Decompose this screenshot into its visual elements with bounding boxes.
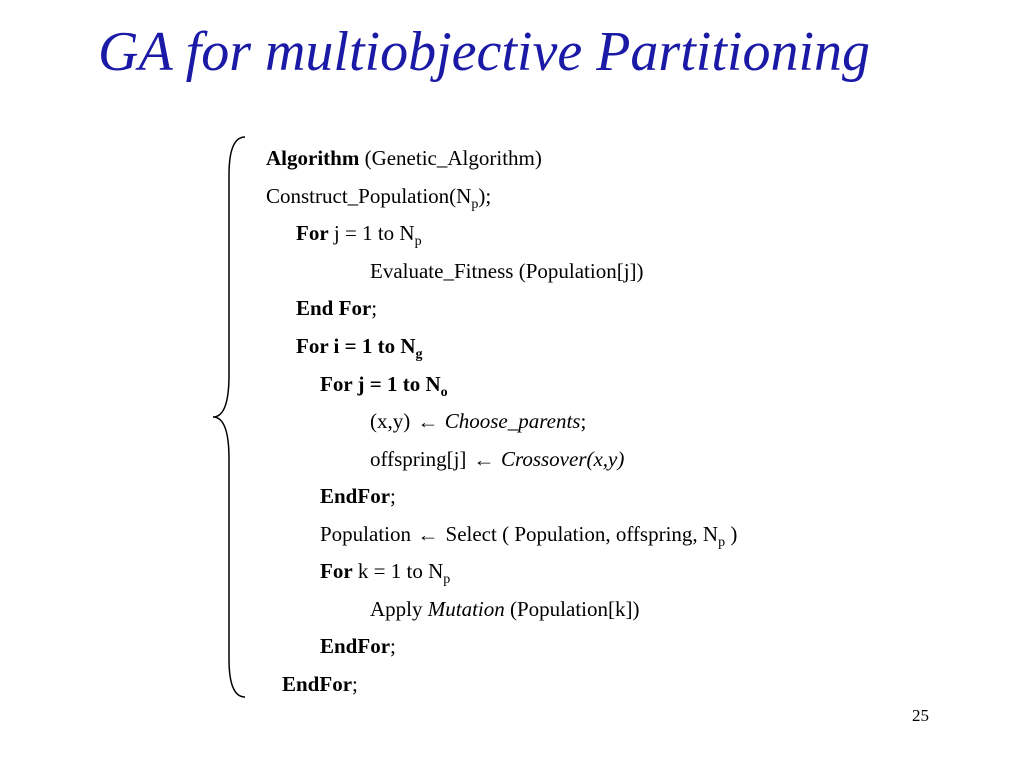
choose-parents: Choose_parents — [444, 409, 581, 433]
keyword-endfor: EndFor — [282, 672, 353, 696]
algo-line-for-i — [296, 333, 423, 362]
algo-line-choose-parents — [370, 408, 586, 435]
subscript-p: p — [471, 197, 479, 212]
keyword-endfor: EndFor — [320, 484, 391, 508]
page-number: 25 — [912, 706, 929, 725]
slide-title: GA for multiobjective Partitioning — [98, 21, 870, 83]
algo-line-construct — [266, 183, 492, 212]
semicolon: ; — [390, 484, 396, 508]
subscript-o: o — [440, 385, 448, 400]
mutation-arg: (Population[k]) — [504, 597, 640, 621]
keyword-endfor: EndFor — [320, 634, 391, 658]
subscript-p: p — [718, 535, 726, 550]
keyword-algorithm: Algorithm — [266, 146, 360, 170]
algo-line-endfor-3 — [320, 633, 396, 659]
construct-call: Construct_Population(N — [266, 184, 472, 208]
keyword-for: For — [320, 559, 353, 583]
semicolon: ; — [352, 672, 358, 696]
algo-line-endfor-1 — [296, 295, 377, 321]
subscript-p: p — [414, 234, 422, 249]
select-call: Select ( Population, offspring, N — [440, 522, 719, 546]
parents-vars: (x,y) — [370, 409, 416, 433]
evaluate-fitness: Evaluate_Fitness (Population[j]) — [370, 259, 644, 283]
select-close: ) — [725, 522, 738, 546]
population-var: Population — [320, 522, 417, 546]
for-i-range: For i = 1 to N — [296, 334, 416, 358]
subscript-g: g — [415, 347, 423, 362]
left-arrow-icon: ← — [417, 525, 440, 545]
algo-line-for-j — [296, 220, 422, 249]
algo-line-endfor-2 — [320, 483, 396, 509]
mutation-call: Mutation — [427, 597, 505, 621]
algo-line-mutation — [370, 596, 639, 622]
offspring-var: offspring[j] — [370, 447, 472, 471]
algo-line-for-k — [320, 558, 451, 587]
crossover-call: Crossover(x,y) — [500, 447, 625, 471]
semicolon: ; — [580, 409, 587, 433]
for-k-range: k = 1 to N — [352, 559, 444, 583]
left-arrow-icon: ← — [472, 450, 495, 470]
left-brace — [205, 135, 255, 700]
keyword-for: For — [296, 221, 329, 245]
algo-line-evaluate — [370, 258, 644, 284]
for-j-inner-range: For j = 1 to N — [320, 372, 441, 396]
algorithm-name: (Genetic_Algorithm) — [359, 146, 542, 170]
semicolon: ; — [390, 634, 396, 658]
keyword-end-for: End For — [296, 296, 372, 320]
algo-line-crossover — [370, 446, 624, 473]
apply-text: Apply — [370, 597, 428, 621]
construct-close: ); — [478, 184, 492, 208]
subscript-p: p — [443, 572, 451, 587]
algo-line-for-j-inner — [320, 371, 448, 400]
left-arrow-icon: ← — [416, 412, 439, 432]
semicolon: ; — [371, 296, 378, 320]
algo-line-header — [266, 145, 542, 171]
algo-line-select — [320, 521, 737, 548]
for-j-range: j = 1 to N — [328, 221, 415, 245]
algo-line-endfor-outer — [282, 671, 358, 697]
